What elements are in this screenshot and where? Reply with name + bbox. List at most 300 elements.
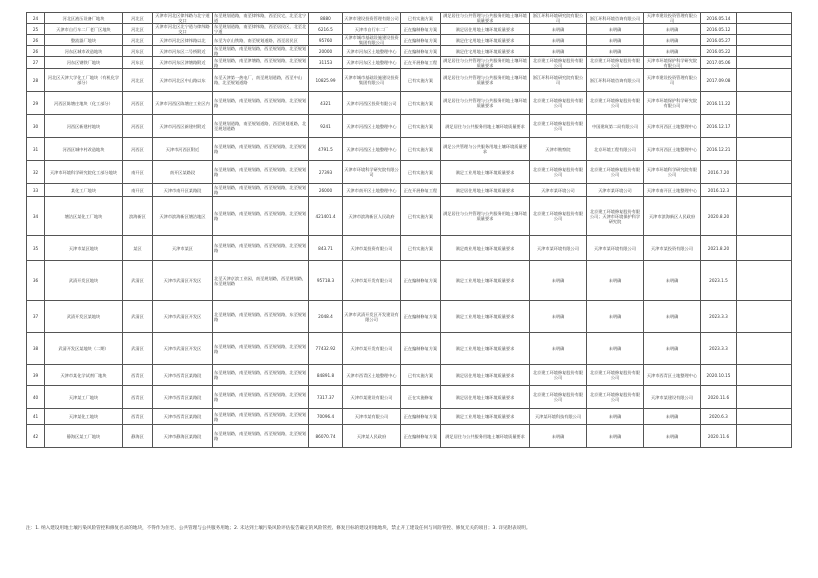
- cell-target: 满足工业用地土壤环境质量要求: [441, 409, 530, 425]
- cell-investigator: 浙江环科环境研究院有限公司: [530, 69, 587, 92]
- table-row: [27, 301, 792, 333]
- cell-effect: 未明确: [644, 425, 701, 448]
- cell-area: 95760: [309, 35, 343, 46]
- cell-target: 满足居住与公共服务用地土壤环境质量要求: [441, 115, 530, 138]
- cell-investigator: 北京建工环境修复股份有限公司: [530, 115, 587, 138]
- cell-area: 70096.4: [309, 409, 343, 425]
- cell-area: 6216.5: [309, 24, 343, 35]
- cell-date: 2020.11.6: [701, 425, 737, 448]
- cell-assessor: 北京建工环境修复股份有限公司: [587, 92, 644, 115]
- cell-name: 河西区新建村地块: [45, 115, 123, 138]
- cell-status: 已有实施方案: [401, 69, 441, 92]
- cell-no: 38: [27, 333, 45, 365]
- cell-effect: 未明确: [644, 261, 701, 301]
- cell-target: 满足工业用地土壤环境质量要求: [441, 261, 530, 301]
- cell-location: 天津市河北区律纬路与北宁道交口: [153, 13, 213, 24]
- cell-status: 正在实施修复: [401, 386, 441, 409]
- cell-date: 2016.05.14: [701, 13, 737, 24]
- cell-status: 正在开展修复工程: [401, 57, 441, 69]
- cell-owner: 天津市某有限公司: [343, 409, 401, 425]
- cell-range: 东至规划道路，南至规划道路，西至规划道路，北至规划道路: [213, 115, 309, 138]
- cell-district: 河东区: [123, 57, 153, 69]
- cell-effect: 天津市南开区土地整理中心: [644, 184, 701, 197]
- cell-status: 正在编制修复方案: [401, 261, 441, 301]
- cell-location: 天津市南开区某路段: [153, 184, 213, 197]
- cell-owner: 天津市环境科学研究院有限公司: [343, 161, 401, 184]
- cell-no: 25: [27, 24, 45, 35]
- cell-assessor: 浙江环科环境咨询有限公司: [587, 13, 644, 24]
- cell-effect: 天津市环境科学研究院有限公司: [644, 161, 701, 184]
- cell-remark: [737, 13, 792, 24]
- cell-investigator: 未明确: [530, 333, 587, 365]
- cell-assessor: 北京建工环境修复股份有限公司: [587, 365, 644, 386]
- table-row: [27, 13, 792, 24]
- cell-name: 静海区某工厂地块: [45, 425, 123, 448]
- table-row: [27, 386, 792, 409]
- cell-assessor: 浙江环科环境咨询有限公司: [587, 69, 644, 92]
- cell-date: 2016.05.22: [701, 46, 737, 57]
- cell-target: 满足居住用地土壤环境质量要求: [441, 386, 530, 409]
- cell-remark: [737, 236, 792, 261]
- cell-range: 东至规划路，南至规划路，西至规划路，北至规划路: [213, 386, 309, 409]
- cell-range: 东至规划道路，南至律纬路，西至民宅，北至北宁道: [213, 13, 309, 24]
- cell-district: 西青区: [123, 409, 153, 425]
- cell-no: 33: [27, 184, 45, 197]
- cell-remark: [737, 333, 792, 365]
- table-row: [27, 69, 792, 92]
- cell-no: 32: [27, 161, 45, 184]
- cell-target: 满足居住用地土壤环境质量要求: [441, 24, 530, 35]
- table-row: [27, 46, 792, 57]
- cell-effect: 天津市河西区土地整理中心: [644, 115, 701, 138]
- cell-name: 河东区钢铁厂地块: [45, 57, 123, 69]
- cell-remark: [737, 46, 792, 57]
- cell-range: 东至规划路，南至规划路，西至规划路，北至规划路: [213, 425, 309, 448]
- cell-district: 静海区: [123, 425, 153, 448]
- cell-status: 正在编制修复方案: [401, 333, 441, 365]
- cell-status: 正在编制修复方案: [401, 46, 441, 57]
- cell-effect: 未明确: [644, 46, 701, 57]
- cell-target: 满足工业用地土壤环境质量要求: [441, 333, 530, 365]
- cell-status: 已有实施方案: [401, 365, 441, 386]
- cell-no: 37: [27, 301, 45, 333]
- cell-target: 满足居住与公共管理与公共服务用地土壤环境质量要求: [441, 197, 530, 236]
- cell-no: 29: [27, 92, 45, 115]
- cell-target: 满足商业用地土壤环境质量要求: [441, 236, 530, 261]
- cell-date: 2016.12.17: [701, 115, 737, 138]
- cell-assessor: 北京环境工程有限公司: [587, 138, 644, 161]
- table-row: [27, 57, 792, 69]
- cell-assessor: 中国建筑第二局有限公司: [587, 115, 644, 138]
- cell-investigator: 北京建工环境修复股份有限公司: [530, 197, 587, 236]
- cell-area: 8880: [309, 13, 343, 24]
- cell-no: 39: [27, 365, 45, 386]
- cell-location: 天津市河东区津塘路附近: [153, 57, 213, 69]
- cell-location: 天津市武清区开发区: [153, 301, 213, 333]
- cell-investigator: 天津某环境科技有限公司: [530, 409, 587, 425]
- cell-location: 天津市河西区新建村附近: [153, 115, 213, 138]
- cell-no: 42: [27, 425, 45, 448]
- table-row: [27, 409, 792, 425]
- cell-effect: 天津市滨海新区人民政府: [644, 197, 701, 236]
- document-page: [26, 12, 791, 448]
- cell-owner: 天津市城市基础设施建设投资集团有限公司: [344, 35, 399, 45]
- cell-area: 843.71: [309, 236, 343, 261]
- table-row: [27, 161, 792, 184]
- cell-status: 已有实施方案: [401, 138, 441, 161]
- cell-assessor: 未明确: [587, 425, 644, 448]
- cell-target: 满足居住与公共服务用地土壤环境质量要求: [441, 425, 530, 448]
- cell-owner: 天津市河西区土地整理中心: [343, 115, 401, 138]
- table-row: [27, 333, 792, 365]
- cell-date: 2016.12.3: [701, 184, 737, 197]
- cell-owner: 天津市某开发有限公司: [343, 261, 401, 301]
- cell-no: 35: [27, 236, 45, 261]
- cell-district: 武清区: [123, 261, 153, 301]
- cell-assessor: 未明确: [587, 333, 644, 365]
- cell-name: 整流器厂地块: [45, 35, 123, 46]
- cell-district: 西青区: [123, 386, 153, 409]
- cell-range: 东至规划道路，南至律纬路，西至居民区，北至北宁道: [213, 24, 309, 35]
- cell-location: 天津市河北区律纬路以北: [153, 35, 213, 46]
- cell-location: 天津市武清区开发区: [153, 333, 213, 365]
- cell-effect: 天津市建设投资管理有限公司: [644, 13, 701, 24]
- cell-assessor: 未明确: [587, 301, 644, 333]
- cell-date: 2016.05.27: [701, 35, 737, 46]
- cell-owner: 天津市某建设有限公司: [343, 386, 401, 409]
- cell-date: 2020.11.6: [701, 386, 737, 409]
- cell-range: 东至规划路，南至规划路，西至规划路，北至规划路: [213, 236, 309, 261]
- cell-name: 天津市自行车二厂老厂区地块: [45, 24, 123, 35]
- cell-assessor: 未明确: [587, 261, 644, 301]
- cell-assessor: 北京建工环境修复股份有限公司: [587, 161, 644, 184]
- cell-target: 满足住宅用地土壤环境质量要求: [441, 35, 530, 46]
- cell-investigator: 未明确: [530, 425, 587, 448]
- cell-assessor: 未明确: [587, 46, 644, 57]
- cell-area: 4321: [309, 92, 343, 115]
- cell-district: 河西区: [123, 138, 153, 161]
- table-row: [27, 365, 792, 386]
- cell-remark: [737, 409, 792, 425]
- cell-location: 天津市西青区某路段: [153, 365, 213, 386]
- cell-district: 南开区: [123, 184, 153, 197]
- cell-status: 已有实施方案: [401, 197, 441, 236]
- cell-remark: [737, 92, 792, 115]
- cell-status: 正在编制修复方案: [401, 24, 441, 35]
- cell-effect: 未明确: [644, 409, 701, 425]
- cell-target: 满足公共管理与公共服务用地土壤环境质量要求: [441, 138, 530, 161]
- cell-owner: 天津市河东区土地整理中心: [343, 46, 401, 57]
- cell-effect: 天津市某投资有限公司: [644, 236, 701, 261]
- cell-name: 武清开发区某地块（二期）: [45, 333, 123, 365]
- cell-owner: 天津市某投资有限公司: [343, 236, 401, 261]
- cell-effect: 天津市某建设有限公司: [644, 386, 701, 409]
- cell-location: 天津市武清区开发区: [153, 261, 213, 301]
- cell-investigator: 未明确: [530, 301, 587, 333]
- cell-owner: 天津市河西区投资有限公司: [343, 92, 401, 115]
- cell-district: 西青区: [123, 365, 153, 386]
- cell-area: 10825.99: [309, 69, 343, 92]
- cell-range: 东至规划路，南至规划路，西至规划路，北至规划路: [213, 409, 309, 425]
- cell-owner: 天津市河西区土地整理中心: [343, 138, 401, 161]
- cell-status: 正在编制修复方案: [401, 425, 441, 448]
- cell-range: 北至规划路，南至规划路，西至规划路，东至规划路: [213, 301, 309, 333]
- cell-range: 东至为京山铁路，南至规划道路，西至居民区: [213, 35, 309, 46]
- cell-investigator: 未明确: [530, 35, 587, 46]
- cell-name: 武清开发区某地块: [45, 301, 123, 333]
- cell-investigator: 未明确: [530, 261, 587, 301]
- cell-range: 东至规划路，南至规划路，西至规划路，北至规划路: [213, 365, 309, 386]
- cell-investigator: 天津市某环境公司: [530, 184, 587, 197]
- cell-district: 河北区: [123, 13, 153, 24]
- cell-owner: 天津某人民政府: [343, 425, 401, 448]
- cell-area: 7317.37: [309, 386, 343, 409]
- cell-investigator: 未明确: [530, 24, 587, 35]
- cell-date: 2017.05.06: [701, 57, 737, 69]
- cell-target: 满足居住与公共管理与公共服务用地土壤环境质量要求: [441, 57, 530, 69]
- cell-assessor: 北京建工环境修复股份有限公司: [587, 386, 644, 409]
- cell-remark: [737, 365, 792, 386]
- cell-area: 77432.92: [309, 333, 343, 365]
- cell-no: 26: [27, 46, 45, 57]
- cell-location: 天津市河北区中山路以东: [153, 69, 213, 92]
- cell-investigator: 未明确: [530, 46, 587, 57]
- cell-investigator: 北京建工环境修复股份有限公司: [530, 365, 587, 386]
- cell-name: 天津市某区地块: [45, 236, 123, 261]
- cell-remark: [737, 24, 792, 35]
- cell-district: 河北区: [123, 69, 153, 92]
- cell-owner: 天津市建设投资管理有限公司: [343, 13, 401, 24]
- cell-district: 南开区: [123, 161, 153, 184]
- cell-date: 2016.11.22: [701, 92, 737, 115]
- cell-location: 天津市河西区陈塘庄工业区内: [153, 92, 213, 115]
- cell-effect: 天津市建设投资管理有限公司: [644, 69, 701, 92]
- cell-owner: 天津市某开发有限公司: [343, 333, 401, 365]
- cell-district: 河西区: [123, 92, 153, 115]
- cell-name: 河北区天津大学化工厂地块（有机化学部分）: [45, 69, 123, 92]
- table-row: [27, 184, 792, 197]
- cell-range: 东至规划路，南至规划路，西至规划路，北至规划路: [213, 197, 309, 236]
- cell-effect: 未明确: [644, 333, 701, 365]
- cell-location: 天津市河北区北宁道与律纬路交口: [153, 24, 213, 35]
- cell-area: 9241: [309, 115, 343, 138]
- cell-name: 河东区城市改造地块: [45, 46, 123, 57]
- cell-date: 2016.7.20: [701, 161, 737, 184]
- cell-target: 满足居住与公共管理与公共服务用地土壤环境质量要求: [441, 13, 530, 24]
- cell-area: 26000: [309, 184, 343, 197]
- cell-date: 2020.6.3: [701, 409, 737, 425]
- cell-assessor: 天津市某环境有限公司: [587, 236, 644, 261]
- cell-location: 天津市某区: [153, 236, 213, 261]
- cell-effect: 未明确: [644, 24, 701, 35]
- cell-remark: [737, 69, 792, 92]
- cell-name: 河北区液压设备厂地块: [45, 13, 123, 24]
- cell-remark: [737, 138, 792, 161]
- cell-effect: 天津市环境保护科学研究院有限公司: [644, 92, 701, 115]
- cell-assessor: 北京建工环境修复股份有限公司；天津市环境保护科学研究院: [587, 197, 644, 236]
- cell-effect: 天津市西青区土地整理中心: [644, 365, 701, 386]
- cell-owner: 天津市河东区土地整理中心: [343, 57, 401, 69]
- table-row: [27, 197, 792, 236]
- table-row: [27, 261, 792, 301]
- cell-remark: [737, 197, 792, 236]
- cell-remark: [737, 184, 792, 197]
- cell-owner: 天津市南开区土地整理中心: [343, 184, 401, 197]
- table-row: [27, 35, 792, 46]
- cell-area: 95718.3: [309, 261, 343, 301]
- cell-remark: [737, 261, 792, 301]
- cell-range: 东至规划路，南至规划路，西至规划路，北至规划路: [213, 184, 309, 197]
- cell-status: 已有实施方案: [401, 236, 441, 261]
- table-row: [27, 24, 792, 35]
- cell-investigator: 北京建工环境修复股份有限公司: [530, 386, 587, 409]
- cell-target: 满足住宅用地土壤环境质量要求: [441, 46, 530, 57]
- cell-name: 天津某化工地块: [45, 409, 123, 425]
- cell-remark: [737, 425, 792, 448]
- cell-location: 南开区某路段: [153, 161, 213, 184]
- cell-date: 2016.12.21: [701, 138, 737, 161]
- cell-name: 河西区城中村改造地块: [45, 138, 123, 161]
- cell-date: 2021.8.20: [701, 236, 737, 261]
- cell-name: 某化工厂地块: [45, 184, 123, 197]
- cell-investigator: 浙江环科环境研究院有限公司: [530, 13, 587, 24]
- cell-no: 34: [27, 197, 45, 236]
- footnote: 注：1. 纳入建设用地土壤污染风险管控和修复名录的地块，不得作为住宅、公共管理与公共服务用地；2. 未达到土壤污染风险评估报告确定的风险管控、修复目标的建设用地地块，禁止开工建设任何与风险管控、修复无关的项目；3. 详见附表说明。: [26, 526, 531, 531]
- cell-status: 已有实施方案: [401, 161, 441, 184]
- cell-district: 河北区: [123, 35, 153, 46]
- cell-district: 武清区: [123, 333, 153, 365]
- cell-effect: 未明确: [644, 35, 701, 46]
- cell-date: 2023.3.3: [701, 333, 737, 365]
- cell-investigator: 天津市某环境有限公司: [530, 236, 587, 261]
- cell-no: 26: [27, 35, 45, 46]
- table-row: [27, 425, 792, 448]
- cell-investigator: 天津市勘察院: [530, 138, 587, 161]
- cell-status: 正在编制修复方案: [401, 409, 441, 425]
- cell-status: 正在编制修复方案: [401, 35, 441, 46]
- cell-area: 86070.74: [309, 425, 343, 448]
- cell-date: 2023.1.5: [701, 261, 737, 301]
- table-row: [27, 92, 792, 115]
- cell-area: 31153: [309, 57, 343, 69]
- cell-location: 天津市河西区附近: [153, 138, 213, 161]
- cell-name: 天津某工厂地块: [45, 386, 123, 409]
- cell-range: 北至天津京滨工业园，南至规划路，西至规划路，东至规划路: [213, 261, 309, 301]
- cell-status: 已有实施方案: [401, 92, 441, 115]
- cell-target: 满足居住与公共管理与公共服务用地土壤环境质量要求: [441, 92, 530, 115]
- cell-name: 天津市某化学试剂厂地块: [45, 365, 123, 386]
- cell-target: 满足工业用地土壤环境质量要求: [441, 301, 530, 333]
- cell-owner: 天津市城市基础设施建设投资集团有限公司: [343, 69, 401, 92]
- cell-range: 东至规划路，南至津塘路，西至规划路，北至规划路: [213, 57, 309, 69]
- cell-no: 27: [27, 57, 45, 69]
- cell-status: 正在编制修复方案: [401, 301, 441, 333]
- cell-investigator: 北京建工环境修复股份有限公司: [530, 57, 587, 69]
- cell-date: 2020.10.15: [701, 365, 737, 386]
- cell-area: 84891.8: [309, 365, 343, 386]
- cell-remark: [737, 115, 792, 138]
- cell-effect: 天津市河西区土地整理中心: [644, 138, 701, 161]
- cell-assessor: 未明确: [587, 35, 644, 46]
- cell-assessor: 北京建工环境修复股份有限公司: [587, 57, 644, 69]
- cell-area: 4791.5: [309, 138, 343, 161]
- cell-range: 东至规划路，南至规划路，西至规划路，北至规划路: [213, 138, 309, 161]
- cell-district: 滨海新区: [123, 197, 153, 236]
- cell-no: 36: [27, 261, 45, 301]
- cell-target: 满足工业用地土壤环境质量要求: [441, 161, 530, 184]
- cell-range: 东至规划路，南至规划路，西至规划路，北至规划路: [213, 333, 309, 365]
- cell-district: 某区: [123, 236, 153, 261]
- cell-remark: [737, 386, 792, 409]
- cell-target: 满足居住用地土壤环境质量要求: [441, 365, 530, 386]
- cell-location: 天津市西青区某路段: [153, 409, 213, 425]
- contaminated-site-table: [26, 12, 792, 448]
- cell-effect: 未明确: [644, 301, 701, 333]
- cell-district: 河东区: [123, 46, 153, 57]
- cell-name: 天津市环境科学研究院化工部分地块: [45, 161, 123, 184]
- table-row: [27, 138, 792, 161]
- cell-date: 2017.09.08: [701, 69, 737, 92]
- cell-no: 24: [27, 13, 45, 24]
- cell-no: 30: [27, 115, 45, 138]
- cell-status: 正在开展修复工程: [401, 184, 441, 197]
- cell-effect: 天津市环境保护科学研究院有限公司: [644, 57, 701, 69]
- cell-no: 40: [27, 386, 45, 409]
- cell-no: 28: [27, 69, 45, 92]
- cell-range: 东至天津第一热电厂，南至规划道路，西至中山路，北至规划道路: [213, 69, 309, 92]
- cell-district: 河西区: [123, 115, 153, 138]
- cell-area: 20000: [309, 46, 343, 57]
- cell-assessor: 未明确: [587, 409, 644, 425]
- cell-remark: [737, 301, 792, 333]
- cell-district: 武清区: [123, 301, 153, 333]
- cell-range: 东至规划路，南至规划路，西至规划路，北至规划路: [213, 161, 309, 184]
- cell-owner: 天津市自行车二厂: [343, 24, 401, 35]
- cell-investigator: 北京建工环境修复股份有限公司: [530, 161, 587, 184]
- cell-status: 已有实施方案: [401, 13, 441, 24]
- cell-name: 河西区陈塘庄地块（化工部分）: [45, 92, 123, 115]
- cell-location: 天津市滨海新区塘沽地区: [153, 197, 213, 236]
- cell-date: 2020.8.20: [701, 197, 737, 236]
- cell-area: 27393: [309, 161, 343, 184]
- cell-location: 天津市静海区某路段: [153, 425, 213, 448]
- cell-owner: 天津市武清开发区开发建设有限公司: [343, 301, 401, 333]
- cell-date: 2023.3.3: [701, 301, 737, 333]
- cell-date: 2016.05.12: [701, 24, 737, 35]
- cell-investigator: 北京建工环境修复股份有限公司: [530, 92, 587, 115]
- cell-name: 武清开发区地块: [45, 261, 123, 301]
- cell-target: 满足居住与公共管理与公共服务用地土壤环境质量要求: [441, 69, 530, 92]
- cell-remark: [737, 161, 792, 184]
- cell-status: 已有实施方案: [401, 115, 441, 138]
- table-row: [27, 115, 792, 138]
- cell-target: 满足居住用地土壤环境质量要求: [441, 184, 530, 197]
- cell-assessor: 未明确: [587, 24, 644, 35]
- cell-location: 天津市河东区二号桥附近: [153, 46, 213, 57]
- cell-remark: [737, 35, 792, 46]
- cell-range: 东至规划路，南至规划路，西至规划路，北至规划路: [213, 92, 309, 115]
- cell-range: 东至规划路，南至规划路，西至规划路，北至规划路: [213, 46, 309, 57]
- cell-owner: 天津市西青区土地整理中心: [343, 365, 401, 386]
- table-row: [27, 236, 792, 261]
- cell-no: 31: [27, 138, 45, 161]
- cell-name: 塘沽区某化工厂地块: [45, 197, 123, 236]
- cell-location: 天津市西青区某路段: [153, 386, 213, 409]
- cell-owner: 天津市滨海新区人民政府: [343, 197, 401, 236]
- cell-district: 河北区: [123, 24, 153, 35]
- cell-area: 421401.4: [309, 197, 343, 236]
- cell-remark: [737, 57, 792, 69]
